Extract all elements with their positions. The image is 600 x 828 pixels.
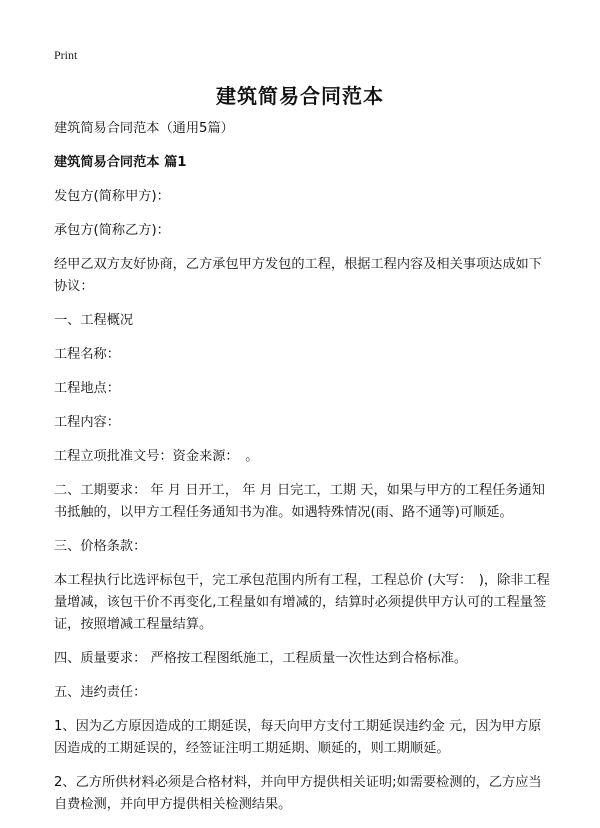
field-project-content: 工程内容： [54,415,120,430]
document-title: 建筑简易合同范本 [216,84,384,108]
document-subtitle: 建筑简易合同范本（通用5篇） [54,121,234,136]
field-approval-and-funding: 工程立项批准文号：资金来源： 。 [54,449,259,464]
clause-schedule: 二、工期要求： 年 月 日开工， 年 月 日完工，工期 天，如果与甲方的工程任务通知书抵触的，以甲方工程任务通知书为准。如遇特殊情况(雨、路不通等)可顺延。 [54,483,545,520]
paragraph-party-a: 发包方(简称甲方)： [54,189,170,204]
field-project-location: 工程地点： [54,381,120,396]
clause-heading-price: 三、价格条款： [54,539,147,554]
print-link[interactable]: Print [54,48,78,62]
clause-heading-liability: 五、违约责任： [54,685,147,700]
clause-heading-project-overview: 一、工程概况 [54,313,134,328]
section-heading: 建筑简易合同范本 篇1 [54,155,187,170]
paragraph-party-b: 承包方(简称乙方)： [54,223,170,238]
clause-price-body: 本工程执行比选评标包干，完工承包范围内所有工程，工程总价 (大写： )，除非工程量增减，该包干价不再变化,工程量如有增减的，结算时必须提供甲方认可的工程量签证，按照增减工程量结算。 [54,573,550,632]
clause-quality: 四、质量要求： 严格按工程图纸施工，工程质量一次性达到合格标准。 [54,651,468,666]
paragraph-agreement-intro: 经甲乙双方友好协商，乙方承包甲方发包的工程，根据工程内容及相关事项达成如下协议： [54,257,542,294]
liability-item-2: 2、乙方所供材料必须是合格材料，并向甲方提供相关证明;如需要检测的，乙方应当自费检测，并向甲方提供相关检测结果。 [54,775,542,812]
field-project-name: 工程名称： [54,347,120,362]
document-body [54,118,554,828]
liability-item-1: 1、因为乙方原因造成的工期延误，每天向甲方支付工期延误违约金 元，因为甲方原因造成的工期延误的，经签证注明工期延期、顺延的，则工期顺延。 [54,719,542,756]
